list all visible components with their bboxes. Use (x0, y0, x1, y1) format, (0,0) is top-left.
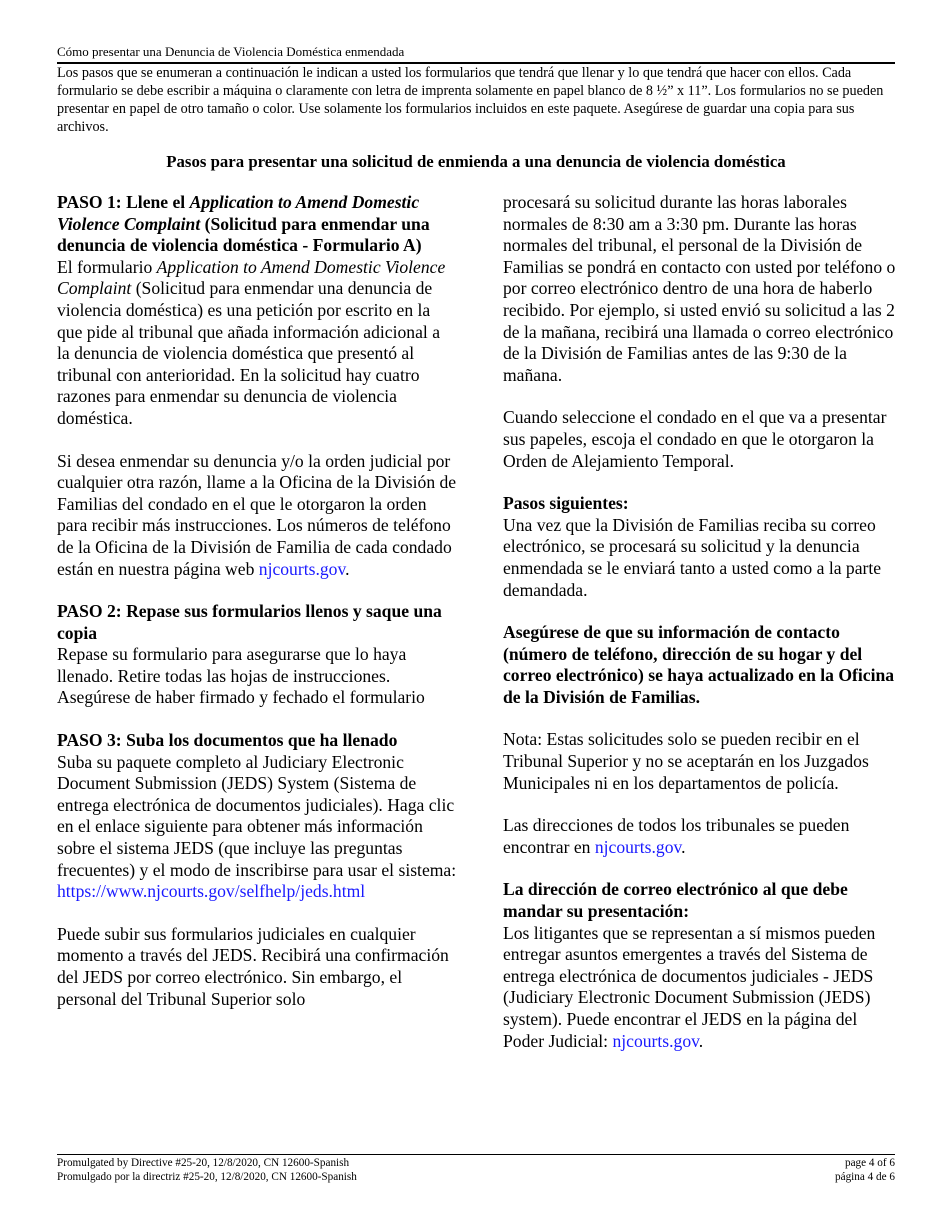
step1-paragraph-2 (57, 451, 457, 581)
step2-heading (57, 601, 457, 644)
step3-link-line (57, 881, 457, 903)
step1-p2-period: . (345, 558, 350, 579)
njcourts-link[interactable]: njcourts.gov (258, 558, 346, 579)
court-address-paragraph (503, 815, 898, 858)
footer-page-number (835, 1157, 895, 1184)
intro-paragraph: Los pasos que se enumeran a continuación le indican a usted los formularios que tendrá que llenar y lo que tendrá que hacer con ellos. Cada formulario se debe escribir a máquina o claramente con letra de imprenta solamente en papel blanco de 8 ½” x 11”. Los formularios no se pueden presentar en papel de otro tamaño o color. Use solamente los formularios incluidos en este paquete. Asegúrese de guardar una copia para sus archivos. (57, 65, 884, 135)
steps-title: Pasos para presentar una solicitud de enmienda a una denuncia de violencia doméstica (166, 152, 786, 171)
step1-heading-text-end: (Solicitud para enmendar una denuncia de violencia doméstica - Formulario A) (57, 213, 430, 256)
footer-directive (57, 1157, 357, 1184)
left-column (57, 192, 457, 1010)
email-body (503, 923, 898, 1053)
next-steps-heading (503, 493, 898, 515)
next-steps-body: Una vez que la División de Familias reciba su correo electrónico, se procesará su solicitud y la denuncia enmendada se le enviará tanto a usted como a la parte demandada. (503, 514, 882, 600)
footer-divider (57, 1154, 895, 1155)
email-heading-text: La dirección de correo electrónico al que debe mandar su presentación: (503, 879, 848, 922)
processing-paragraph: procesará su solicitud durante las horas laborales normales de 8:30 am a 3:30 pm. Durante las horas normales del tribunal, el personal de la División de Familias se pondrá en contacto con usted por teléfono o por correo electrónico dentro de una hora de haberlo recibido. Por ejemplo, si usted envió su solicitud a las 2 de la mañana, recibirá una llamada o correo electrónico de la División de Familias antes de las 9:30 de la mañana. (503, 192, 896, 385)
footer-directive-english: Promulgated by Directive #25-20, 12/8/2020, CN 12600-Spanish (57, 1157, 350, 1169)
step1-p1-form-name: Application to Amend Domestic Violence Complaint (57, 256, 446, 299)
contact-info-warning-text: Asegúrese de que su información de contacto (número de teléfono, dirección de su hogar y del correo electrónico) se haya actualizado en la Oficina de la División de Familias. (503, 622, 895, 707)
page-number-spanish: página 4 de 6 (835, 1170, 895, 1183)
contact-info-warning (503, 622, 898, 708)
right-column (503, 192, 898, 1052)
step1-heading (57, 192, 457, 257)
email-body-period: . (698, 1030, 704, 1051)
jeds-link[interactable]: https://www.njcourts.gov/selfhelp/jeds.html (57, 881, 366, 902)
page-number-english: page 4 of 6 (844, 1157, 895, 1169)
footer-directive-spanish: Promulgado por la directriz #25-20, 12/8/2020, CN 12600-Spanish (57, 1170, 357, 1183)
step1-p1-start: El formulario (57, 256, 157, 277)
step3-heading-text: PASO 3: Suba los documentos que ha llenado (57, 730, 398, 751)
court-address-period: . (681, 836, 686, 857)
step1-p2-text: Si desea enmendar su denuncia y/o la orden judicial por cualquier otra razón, llame a la Oficina de la División de Familias del condado en el que le otorgaron la orden para recibir más instrucciones. Los números de teléfono de la Oficina de la División de Familia de cada condado están en nuestra página web (57, 450, 457, 579)
court-address-text: Las direcciones de todos los tribunales se pueden encontrar en (503, 815, 850, 857)
email-body-text: Los litigantes que se representan a sí mismos pueden entregar asuntos emergentes a través del Sistema de entrega electrónica de documentos judiciales - JEDS (Judiciary Electronic Document Submission (JEDS) system). Puede encontrar el JEDS en la página del Poder Judicial: (503, 922, 876, 1051)
page-header-title: Cómo presentar una Denuncia de Violencia Doméstica enmendada (57, 44, 405, 59)
step2-heading-text: PASO 2: Repase sus formularios llenos y saque una copia (57, 601, 442, 643)
step2-body: Repase su formulario para asegurarse que lo haya llenado. Retire todas las hojas de instrucciones. Asegúrese de haber firmado y fechado el formulario (57, 644, 425, 708)
step1-p1-end: (Solicitud para enmendar una denuncia de violencia doméstica) es una petición por escrito en la que pide al tribunal que añada información adicional a la denuncia de violencia doméstica que presentó al tribunal con anterioridad. En la solicitud hay cuatro razones para enmendar su denuncia de violencia doméstica. (57, 278, 440, 428)
njcourts-jeds-link[interactable]: njcourts.gov (612, 1030, 699, 1051)
step1-heading-text: PASO 1: Llene el (57, 192, 190, 212)
step3-body: Suba su paquete completo al Judiciary Electronic Document Submission (JEDS) System (Sistema de entrega electrónica de documentos judiciales). Haga clic en el enlace siguiente para obtener más información sobre el sistema JEDS (que incluye las preguntas frecuentes) y el modo de inscribirse para usar el sistema: (57, 751, 457, 880)
njcourts-address-link[interactable]: njcourts.gov (594, 836, 682, 857)
step3-heading (57, 730, 457, 752)
next-steps-heading-text: Pasos siguientes: (503, 493, 629, 514)
step1-heading-form-name: Application to Amend Domestic Violence Complaint (57, 192, 420, 234)
email-heading (503, 879, 898, 922)
note-paragraph: Nota: Estas solicitudes solo se pueden recibir en el Tribunal Superior y no se aceptarán en los Juzgados Municipales ni en los departamentos de policía. (503, 729, 869, 793)
step3-paragraph-2: Puede subir sus formularios judiciales en cualquier momento a través del JEDS. Recibirá una confirmación del JEDS por correo electrónico. Sin embargo, el personal del Tribunal Superior solo (57, 923, 449, 1009)
step1-paragraph-1 (57, 257, 457, 430)
county-paragraph: Cuando seleccione el condado en el que va a presentar sus papeles, escoja el condado en que le otorgaron la Orden de Alejamiento Temporal. (503, 407, 887, 471)
